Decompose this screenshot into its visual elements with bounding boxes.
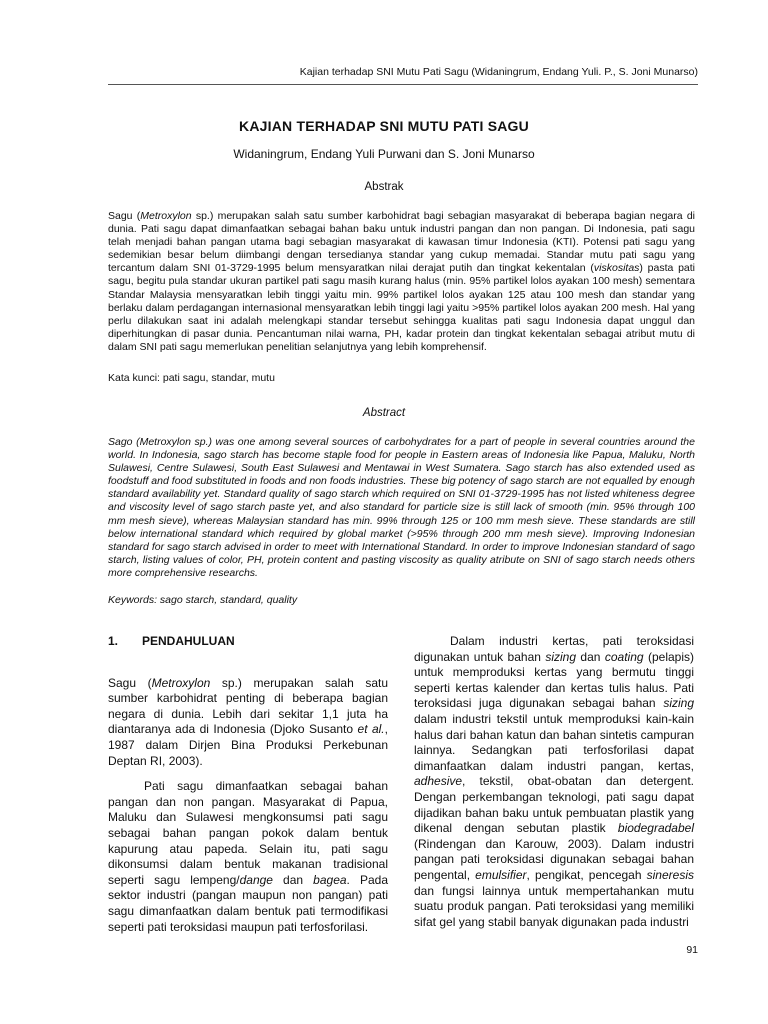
paragraph-segment: dalam industri tekstil untuk memproduksi kain-kain halus dari bahan katun dan bahan sintetis campuran lainnya. Sedangkan pati terfosforilasi dapat dimanfaatkan dalam industri pangan, kertas, xyxy=(414,711,694,773)
paragraph-segment: , 1987 dalam Dirjen Bina Produksi Perkebunan Deptan RI, 2003). xyxy=(108,722,388,768)
paper-title: KAJIAN TERHADAP SNI MUTU PATI SAGU xyxy=(239,118,529,134)
paragraph-italic: sineresis xyxy=(646,867,694,882)
section-heading xyxy=(108,634,388,650)
paragraph-segment: (pelapis) untuk memproduksi kertas yang bermutu tinggi seperti kertas kalender dan kertas tulis halus. Pati teroksidasi juga digunakan sebagai bahan xyxy=(414,649,694,711)
paragraph-italic: coating xyxy=(604,649,644,664)
paragraph-italic: biodegradabel xyxy=(617,821,694,836)
intro-paragraph-1 xyxy=(108,676,388,770)
abstrak-text-segment: Sagu ( xyxy=(108,210,141,222)
paragraph-segment: Dalam industri kertas, pati teroksidasi digunakan untuk bahan xyxy=(414,634,694,664)
paragraph-segment: dan xyxy=(272,872,314,887)
paragraph-italic: emulsifier xyxy=(475,867,527,882)
paragraph-italic: sizing xyxy=(545,649,577,664)
paragraph-segment: (Rindengan dan Karouw, 2003). Dalam industri pangan pati teroksidasi digunakan sebagai bahan pengental, xyxy=(414,836,694,882)
paragraph-segment: Pati sagu dimanfaatkan sebagai bahan pangan dan non pangan. Masyarakat di Papua, Maluku dan Sulawesi mengkonsumsi pati sagu sebagai bahan pangan pokok dalam bentuk kapurung atau papeda. Selain itu, pati sagu dikonsumsi dalam bentuk makanan tradisional seperti sagu lempeng/ xyxy=(108,779,388,887)
section-title: PENDAHULUAN xyxy=(142,634,235,648)
abstrak-text-segment: sp.) merupakan salah satu sumber karbohidrat bagi sebagian masyarakat di beberapa bagian negara di dunia. Pati sagu dapat dimanfaatkan sebagai bahan baku untuk industri pangan dan non pangan. Di Indonesia, pati sagu telah menjadi bahan pangan utama bagi sebagian masyarakat di kawasan timur Indonesia (KTI). Potensi pati sagu yang sedemikian besar belum diimbangi dengan tersedianya standar yang cukup memadai. Standar mutu pati sagu yang tercantum dalam SNI 01-3729-1995 belum mensyaratkan nilai derajat putih dan tingkat kekentalan ( xyxy=(108,210,695,275)
page-number: 91 xyxy=(686,944,698,956)
header-rule xyxy=(108,84,698,85)
paragraph-italic: sizing xyxy=(663,696,694,711)
abstrak-text-segment: ) pasta pati sagu, begitu pula standar ukuran partikel pati sagu masih kurang halus (min. 95% partikel lolos ayakan 100 mesh) sementara Standar Malaysia mensyaratkan lebih tinggi yaitu min. 99% partikel lolos ayakan 125 atau 100 mesh dan standar yang berlaku dalam perdagangan internasional mensyaratkan lebih tinggi lagi yaitu >95% partikel lolos ayakan 200 mesh. Hal yang perlu dilakukan saat ini adalah melengkapi standar tersebut sehingga kualitas pati sagu Indonesia dapat unggul dan diperhitungkan di pasar dunia. Pencantuman nilai warna, PH, kadar protein dan tingkat kekentalan sebagai atribut mutu di dalam SNI pati sagu memerlukan penelitian selanjutnya yang lebih komprehensif. xyxy=(108,262,695,353)
paragraph-segment: , tekstil, obat-obatan dan detergent. Dengan perkembangan teknologi, pati sagu dapat dijadikan bahan baku untuk pembuatan plastik yang dikenal dengan sebutan plastik xyxy=(414,774,694,836)
intro-paragraph-3 xyxy=(414,634,694,930)
abstract-keywords: Keywords: sago starch, standard, quality xyxy=(108,594,298,606)
abstrak-text xyxy=(108,210,695,354)
paragraph-italic: adhesive xyxy=(414,774,463,789)
paragraph-segment: dan xyxy=(576,649,605,664)
section-number: 1. xyxy=(108,634,119,648)
paragraph-italic: dange xyxy=(239,872,273,887)
abstrak-heading: Abstrak xyxy=(364,181,404,193)
paper-authors: Widaningrum, Endang Yuli Purwani dan S. Joni Munarso xyxy=(233,147,535,161)
right-column xyxy=(414,634,694,930)
paragraph-segment: dan fungsi lainnya untuk mempertahankan mutu suatu produk pangan. Pati teroksidasi yang memiliki sifat gel yang stabil banyak digunakan pada industri xyxy=(414,883,694,929)
paragraph-segment: , pengikat, pencegah xyxy=(526,867,647,882)
abstract-text: Sago (Metroxylon sp.) was one among several sources of carbohydrates for a part of people in several countries around the world. In Indonesia, sago starch has become staple food for people in Eastern areas of Indonesia like Papua, Maluku, North Sulawesi, Centre Sulawesi, South East Sulawesi and Mentawai in West Sumatera. Sago starch has also extended used as foodstuff and food substituted in foods and non foods industries. These big potency of sago starch are not equalled by enough standard availability yet. Standard quality of sago starch which required on SNI 01-3729-1995 has not listed whiteness degree and viscosity level of sago starch paste yet, and also standard for particle size is still lack of smooth (min. 95% through 100 mm mesh sieve), whereas Malaysian standard has min. 99% through 125 or 100 mm mesh sieve. These standards are still below international standard which required by global market (>95% through 200 mm mesh sieve). Improving Indonesian standard for sago starch advised in order to meet with International Standard. In order to improve Indonesian standard of sago starch, listing values of color, PH, protein content and pasting viscosity as quality atribute on SNI of sago starch needs others more comprehensive researchs. xyxy=(108,436,695,579)
abstrak-text-italic: Metroxylon xyxy=(140,210,192,222)
paragraph-italic: Metroxylon xyxy=(151,675,211,690)
running-header: Kajian terhadap SNI Mutu Pati Sagu (Widaningrum, Endang Yuli. P., S. Joni Munarso) xyxy=(299,66,698,78)
paragraph-italic: et al. xyxy=(357,722,385,737)
abstract-heading: Abstract xyxy=(362,407,406,419)
abstrak-keywords: Kata kunci: pati sagu, standar, mutu xyxy=(108,372,275,384)
paragraph-segment: . Pada sektor industri (pangan maupun non pangan) pati sagu dimanfaatkan dalam bentuk pati termodifikasi seperti pati teroksidasi maupun pati terfosforilasi. xyxy=(108,872,388,934)
abstrak-text-italic: viskositas xyxy=(593,262,640,275)
intro-paragraph-2 xyxy=(108,779,388,935)
left-column xyxy=(108,634,388,935)
paragraph-segment: sp.) merupakan salah satu sumber karbohidrat penting di beberapa bagian negara di dunia. Lebih dari sekitar 1,1 juta ha diantaranya ada di Indonesia (Djoko Susanto xyxy=(108,675,389,737)
paragraph-italic: bagea xyxy=(313,872,347,887)
paragraph-segment: Sagu ( xyxy=(108,675,152,690)
